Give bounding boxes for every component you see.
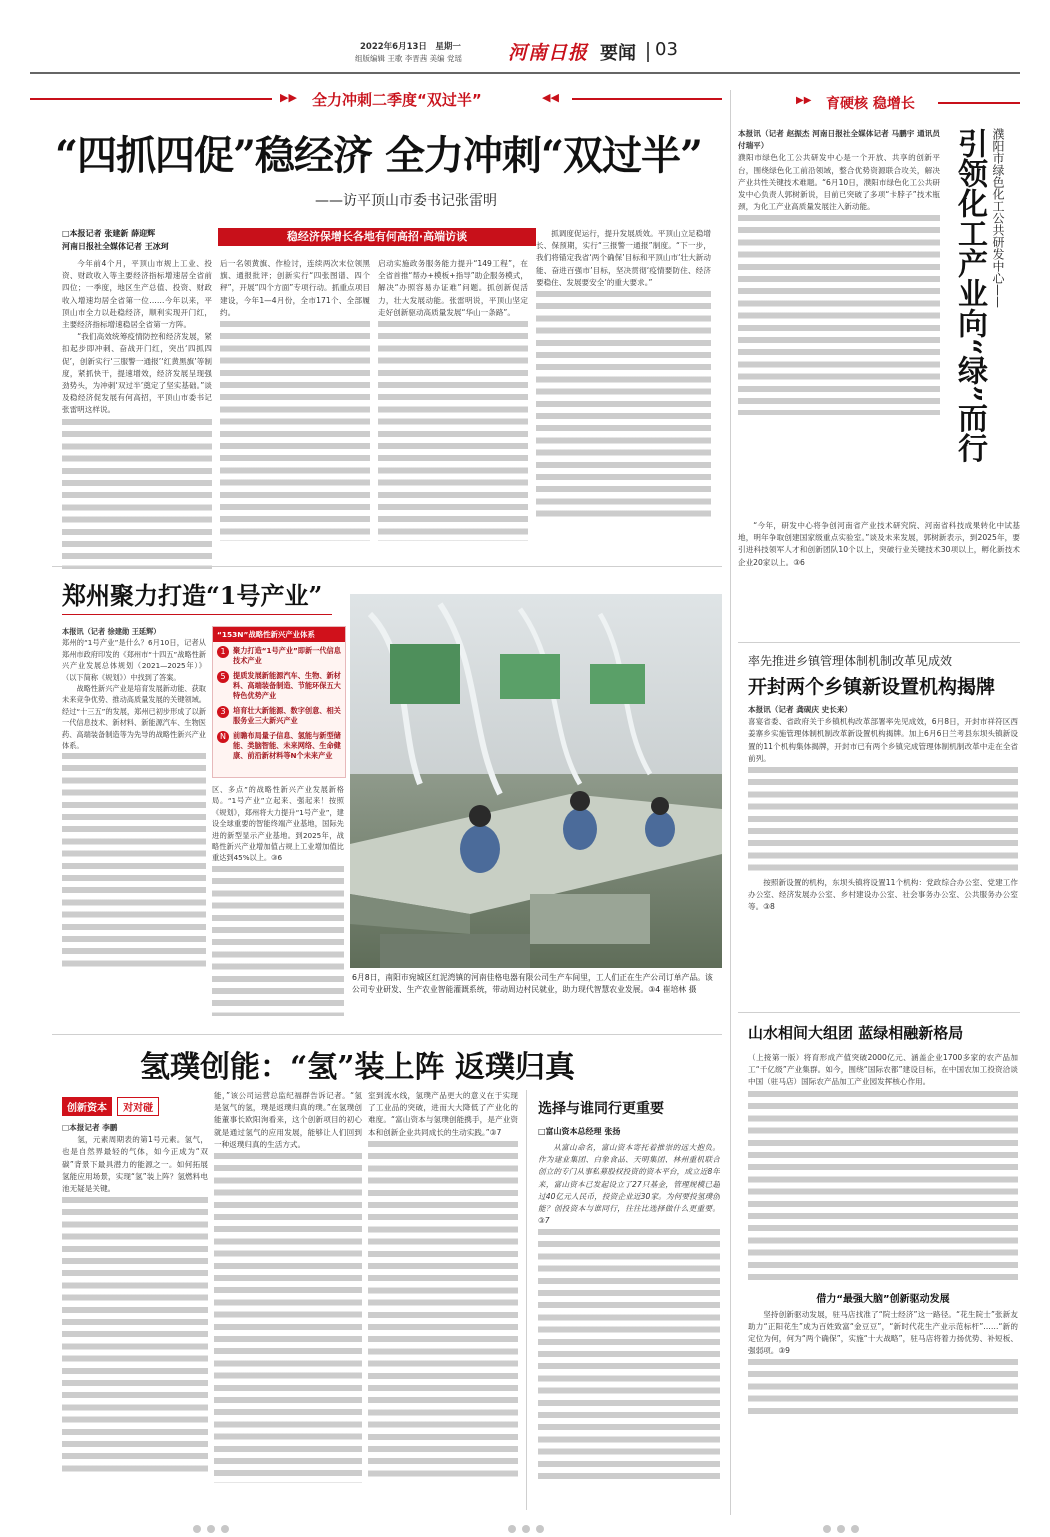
lead-col3-para: 启动实施政务服务能力提升“149工程”，在全省首推“帮办+模板+指导”助企服务模式，解决“办照容易办证难”问题。抓创新促活力，壮大发展动能。张雷明说，平顶山坚定走好创新驱动高质量发展“华山一条路”。	[378, 259, 528, 317]
green-chem-body-lower	[738, 520, 1020, 634]
investor-column-body	[538, 1142, 720, 1512]
right-banner-label: 育硬核 稳增长	[826, 96, 915, 112]
hydrogen-tag-2: 对对碰	[117, 1097, 159, 1116]
industry-box-item-number: 1	[217, 646, 229, 658]
hydrogen-col-3	[368, 1090, 518, 1512]
zhumadian-title: 山水相间大组团 蓝绿相融新格局	[748, 1024, 964, 1042]
section-divider	[647, 42, 649, 62]
industry-box-item-number: N	[217, 731, 229, 743]
banner-arrows-icon: ◀◀	[542, 91, 559, 104]
green-chem-para-1: 濮阳市绿色化工公共研发中心是一个开放、共享的创新平台，围绕绿色化工前沿领域，整合优势资源联合攻关，解决产业共性关键技术难题。“6月10日，濮阳市绿色化工公共研发中心负责人郭树新说，目前已突破了多项“卡脖子”技术瓶颈，为化工产业高质量发展注入新动能。	[738, 153, 940, 212]
green-chem-title: 引领化工产业向“绿”而行	[952, 128, 987, 463]
lead-col2-para: 后一名领黄旗、作检讨，连续两次末位领黑旗、通报批评；创新实行“四张图谱、四个秤”，开展“四个方面”专项行动。抓重点项目建设，今年1—4月份，全市171个、全部履约。	[220, 259, 370, 317]
zhumadian-subheading: 借力“最强大脑”创新驱动发展	[816, 1293, 950, 1305]
industry-box-item-number: 3	[217, 706, 229, 718]
kaifeng-body	[748, 704, 1018, 1000]
industry-box-item-text: 提质发展新能源汽车、生物、新材料、高端装备制造、节能环保五大特色优势产业	[233, 671, 341, 700]
footer-dot	[823, 1525, 831, 1533]
kaifeng-kicker: 率先推进乡镇管理体制机制改革见成效	[748, 654, 953, 668]
industry-box-item-number: 5	[217, 671, 229, 683]
lead-para-2: “我们高效统筹疫情防控和经济发展，紧扣起步即冲刺、奋战开门红，突出‘四抓四促’，创新实行‘三服警一通报’‘红黄黑旗’等制度，紧抓快干，提速增效，经济发展呈现强劲势头，为冲刺‘双过半’奠定了坚实基础。”谈及稳经济促发展有何高招，平顶山市委书记张雷明这样说。	[62, 332, 212, 415]
industry-box-title: “153N”战略性新兴产业体系	[213, 627, 345, 642]
zhengzhou-para-1: 郑州的“1号产业”是什么？6月10日，记者从郑州市政府印发的《郑州市“十四五”战略性新兴产业发展总体规划（2021—2025年）》（以下简称《规划》）中找到了答案。	[62, 638, 206, 682]
zhumadian-para-2: 坚持创新驱动发展，驻马店找准了“院士经济”这一路径。“花生院士”张新友助力“正阳花生”成为百姓致富“金豆豆”，“新时代花生产业示范标杆”……“新的定位为何，何为“两个确保”，实施“十大战略”，驻马店将着力扬优势、补短板、强弱项。③9	[748, 1309, 1018, 1356]
industry-box-list	[213, 642, 345, 761]
page-number: 03	[655, 39, 678, 60]
zhengzhou-para-2: 战略性新兴产业是培育发展新动能、获取未来竞争优势、推动高质量发展的关键领域。经过“十三五”的发展，郑州已初步形成了以新一代信息技术、新材料、新能源汽车、生物医药、高端装备制造等为先导的战略性新兴产业体系。	[62, 684, 206, 751]
editors-line: 组版编辑 王歌 李晋茜 美编 党瑶	[355, 54, 463, 63]
hydrogen-col3-para: 室到流水线，氢璞产品更大的意义在于实现了工业品的突破，进而大大降低了产业化的难度。“富山资本与氢璞创能携手，是产业资本和创新企业共同成长的生动实践。”③7	[368, 1091, 518, 1137]
footer-dot	[522, 1525, 530, 1533]
industry-box-item-text: 前瞻布局量子信息、氢能与新型储能、类脑智能、未来网络、生命健康、前沿新材料等N个未来产业	[233, 731, 341, 760]
zhengzhou-col-1	[62, 626, 206, 1022]
investor-column-byline: □富山资本总经理 张扬	[538, 1127, 621, 1136]
footer-dot	[536, 1525, 544, 1533]
zhumadian-para-1: （上接第一版）将育形成产值突破2000亿元、涵盖企业1700多家的农产品加工“千亿级”产业集群。如今，围绕“国际农都”建设目标，在中国农加工投资洽谈中国（驻马店）国际农产品加工产业园发挥核心作用。	[748, 1053, 1018, 1087]
lead-col-3	[378, 258, 528, 554]
zhumadian-body	[748, 1052, 1018, 1512]
industry-box-item	[217, 731, 341, 761]
factory-photo-caption: 6月8日，南阳市宛城区红泥湾镇的河南佳格电器有限公司生产车间里，工人们正在生产公司订单产品。该公司专业研发、生产农业智能灌溉系统，带动周边村民就业，助力现代智慧农业发展。③4 崔培林 摄	[352, 973, 713, 995]
zhengzhou-byline: 本报讯（记者 徐建勋 王延辉）	[62, 627, 161, 636]
investor-column-title: 选择与谁同行更重要	[538, 1101, 664, 1117]
lead-article-subtitle: ——访平顶山市委书记张雷明	[315, 193, 497, 209]
lead-byline-1: □本报记者 张建新 薛迎辉	[62, 229, 156, 238]
hydrogen-tag	[62, 1096, 202, 1114]
footer-dot	[851, 1525, 859, 1533]
industry-box-item-text: 培育壮大新能源、数字创意、相关服务业三大新兴产业	[233, 706, 341, 725]
footer-dot-group	[190, 1518, 232, 1537]
green-chem-para-2: “今年，研发中心将争创河南省产业技术研究院、河南省科技成果转化中试基地，明年争取创建国家级重点实验室。”谈及未来发展，郭树新表示，到2025年，要引进科技领军人才和创新团队10个以上，突破行业关键技术30项以上，孵化新技术企业20家以上。③6	[738, 521, 1020, 567]
main-banner-label: 全力冲刺二季度“双过半”	[312, 91, 482, 109]
industry-box-item	[217, 671, 341, 701]
footer-dot	[508, 1525, 516, 1533]
lead-col-2	[220, 258, 370, 554]
industry-box-item	[217, 706, 341, 726]
industry-box-item-text: 聚力打造“1号产业”即新一代信息技术产业	[233, 646, 341, 665]
lead-col4-para: 抓调度促运行，提升发展质效。平顶山立足稳增长、保预期，实行“三报警一通报”制度。“下一步，我们将锚定我省‘两个确保’目标和平顶山市‘壮大新动能、奋进百强市’目标，坚决贯彻‘疫情要防住、经济要稳住、发展要安全’的重大要求。”	[536, 229, 711, 287]
banner-arrows-icon: ▶▶	[796, 95, 812, 106]
lead-col-4	[536, 228, 711, 554]
hydrogen-tag-1: 创新资本	[62, 1097, 112, 1116]
hydrogen-byline: □本报记者 李鹏	[62, 1123, 118, 1132]
zhengzhou-title: 郑州聚力打造“1号产业”	[62, 581, 323, 610]
banner-arrows-icon: ▶▶	[280, 91, 297, 104]
zhengzhou-title-rule	[62, 614, 332, 615]
industry-system-box	[212, 626, 346, 778]
zhengzhou-col2-para: 区、多点”的战略性新兴产业发展新格局。“1号产业”立起来、强起来！按照《规划》，郑州将大力提升“1号产业”，建设全球重要的智能终端产业基地，国际先进的新型显示产业基地。到2025年，战略性新兴产业增加值占规上工业增加值比重达到45%以上。③6	[212, 785, 344, 863]
hydrogen-title: 氢璞创能：“氢”装上阵 返璞归真	[140, 1050, 575, 1085]
lead-para-1: 今年前4个月，平顶山市规上工业、投资、财政收入等主要经济指标增速居全省前四位；一季度，地区生产总值、投资、财政收入增速均居全省第一位……今年以来，平顶山市全力以赴稳经济，顺利实现开门红，主要经济指标增速稳居全省第一方阵。	[62, 259, 212, 330]
section-name: 要闻	[600, 43, 636, 64]
footer-dot-group	[505, 1518, 547, 1537]
kaifeng-title: 开封两个乡镇新设置机构揭牌	[748, 676, 996, 698]
footer-dot	[207, 1525, 215, 1533]
series-tag: 稳经济保增长各地有何高招·高端访谈	[218, 228, 536, 246]
lead-col-1	[62, 258, 212, 554]
hydrogen-para-1: 氢，元素周期表的第1号元素。氢气，也是自然界最轻的气体，如今正成为“双碳”背景下最具潜力的能源之一。如何拓展氢能应用场景，实现“氢”装上阵？氢燃料电池无疑是关键。	[62, 1135, 208, 1194]
factory-photo-illustration	[350, 594, 722, 968]
masthead	[30, 36, 1020, 68]
hydrogen-col-1	[62, 1122, 208, 1512]
right-banner	[738, 93, 1020, 115]
green-chem-byline: 本报讯（记者 赵振杰 河南日报社全媒体记者 马鹏宇 通讯员 付瑞平）	[738, 129, 940, 151]
masthead-rule	[30, 72, 1020, 74]
kaifeng-para-1: 喜宴省委、省政府关于乡镇机构改革部署率先见成效，6月8日，开封市祥符区西姜寨乡实施管理体制机制改革新设置机构揭牌。加上6月6日兰考县东坝头镇新设置的11个机构集体揭牌，开封市已有两个乡镇完成管理体制机制改革中走在全省前列。	[748, 717, 1018, 763]
kaifeng-para-2: 按照新设置的机构，东坝头镇将设置11个机构：党政综合办公室、党建工作办公室、经济发展办公室、乡村建设办公室、社会事务办公室、公共服务办公室等。③8	[748, 878, 1018, 912]
zhengzhou-col-2	[212, 784, 344, 1022]
lead-article-title: “四抓四促”稳经济 全力冲刺“双过半”	[55, 132, 702, 179]
footer-dot	[193, 1525, 201, 1533]
hydrogen-col-2	[214, 1090, 362, 1512]
main-banner	[30, 88, 722, 110]
footer-dot	[837, 1525, 845, 1533]
kaifeng-byline: 本报讯（记者 龚砚庆 史长来）	[748, 705, 853, 714]
hydrogen-col2-para: 能，”该公司运营总监纪福群告诉记者。“氢是氢气的氢，璞是返璞归真的璞。”在氢璞创能董事长欧阳洵看来，这个创新项目的初心就是通过氢气的应用发展，能够让人们回到一种返璞归真的生活方式。	[214, 1091, 362, 1149]
paper-logo: 河南日报	[508, 42, 589, 64]
industry-box-item	[217, 646, 341, 666]
green-chem-kicker: 濮阳市绿色化工公共研发中心——	[991, 128, 1005, 308]
page-footer-dots	[0, 1518, 1050, 1527]
footer-dot-group	[820, 1518, 862, 1537]
footer-dot	[221, 1525, 229, 1533]
investor-column-para: 从富山命名，富山资本寄托着推崇的远大抱负。作为建业集团、白象食品、天明集团、林州重机联合创立的专门从事私募股权投资的资本平台，成立近8年来，富山资本已发起设立了27只基金，管理规模已超过40亿元人民币，投资企业近30家。为何要投氢璞创能？创投资本与谁同行，往往比选择做什么更重要。③7	[538, 1143, 720, 1226]
lead-byline-2: 河南日报社全媒体记者 王冰珂	[62, 242, 169, 251]
factory-photo	[350, 594, 722, 968]
date-line: 2022年6月13日 星期一	[360, 42, 461, 52]
